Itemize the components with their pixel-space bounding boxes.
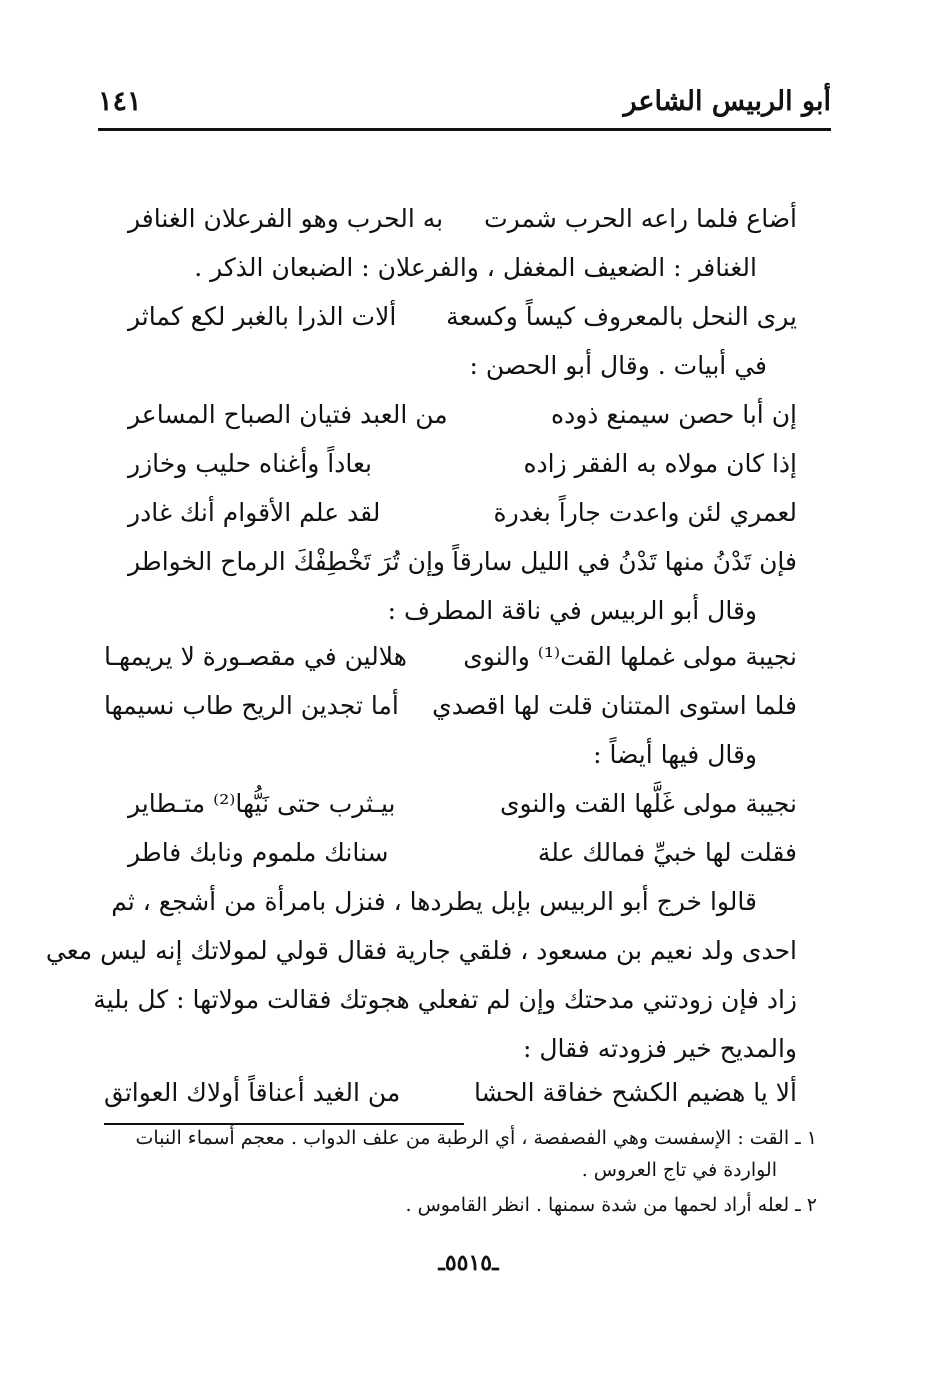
footnote-1: ١ ـ القت : الإسفست وهي الفصفصة ، أي الرطبة من علف الدواب . معجم أسماء النبات	[135, 1127, 817, 1149]
gloss-text: الغنافر : الضعيف المغفل ، والفرعلان : الضبعان الذكر .	[194, 253, 757, 282]
intro-text: وقال فيها أيضاً :	[593, 740, 757, 769]
verse-second-hemistich: وإن تُرَ تَخْطِفْكَ الرماح الخواطر	[128, 547, 445, 576]
verse-line	[104, 636, 797, 684]
verse-line	[128, 198, 797, 246]
verse-first-hemistich: لعمري لئن واعدت جاراً بغدرة	[493, 498, 797, 527]
verse-second-hemistich: من الغيد أعناقاً أولاك العواتق	[104, 1078, 401, 1107]
verse-first-hemistich: فلما استوى المتنان قلت لها اقصدي	[432, 691, 797, 720]
verse-first-hemistich: فإن تَدْنُ منها تَدْنُ في الليل سارقاً	[452, 547, 797, 576]
prose-line	[100, 881, 757, 929]
intro-line	[100, 590, 757, 638]
verse-line	[128, 832, 797, 880]
intro-line	[100, 345, 767, 393]
verse-second-hemistich: من العبد فتيان الصباح المساعر	[128, 400, 448, 429]
prose-line	[100, 1028, 797, 1076]
prose-line	[93, 979, 797, 1027]
folio-number: ـ٥٥١٥ـ	[438, 1250, 499, 1276]
verse-first-hemistich: نجيبة مولى غملها القت⁽¹⁾ والنوى	[463, 642, 797, 671]
verse-second-hemistich: لقد علم الأقوام أنك غادر	[128, 498, 381, 527]
verse-line	[128, 783, 797, 831]
verse-second-hemistich: هلالين في مقصـورة لا يريمهـا	[104, 642, 407, 671]
verse-line	[128, 541, 797, 589]
verse-line	[128, 394, 797, 442]
footnote-1-continuation: الواردة في تاج العروس .	[581, 1159, 777, 1181]
verse-second-hemistich: ألات الذرا بالغبر لكع كماثر	[128, 302, 397, 331]
header-title: أبو الربيس الشاعر	[623, 86, 831, 117]
verse-first-hemistich: نجيبة مولى غَلَّها القت والنوى	[499, 789, 797, 818]
verse-first-hemistich: ألا يا هضيم الكشح خفاقة الحشا	[473, 1078, 797, 1107]
verse-first-hemistich: فقلت لها خبيِّ فمالك علة	[537, 838, 797, 867]
prose-text: احدى ولد نعيم بن مسعود ، فلقي جارية فقال قولي لمولاتك إنه ليس معي	[45, 936, 797, 965]
verse-line	[104, 1072, 797, 1120]
intro-text: في أبيات . وقال أبو الحصن :	[469, 351, 767, 380]
verse-second-hemistich: بعاداً وأغناه حليب وخازر	[128, 449, 373, 478]
verse-line	[128, 443, 797, 491]
page-number: ١٤١	[98, 86, 142, 117]
verse-first-hemistich: يرى النحل بالمعروف كيساً وكسعة	[446, 302, 797, 331]
footnote-2: ٢ ـ لعله أراد لحمها من شدة سمنها . انظر القاموس .	[405, 1194, 817, 1216]
verse-line	[128, 492, 797, 540]
verse-line	[128, 296, 797, 344]
running-header	[98, 84, 831, 131]
verse-second-hemistich: به الحرب وهو الفرعلان الغنافر	[128, 204, 444, 233]
prose-text: قالوا خرج أبو الربيس بإبل يطردها ، فنزل بامرأة من أشجع ، ثم	[111, 887, 757, 916]
prose-text: زاد فإن زودتني مدحتك وإن لم تفعلي هجوتك فقالت مولاتها : كل بلية	[93, 985, 797, 1014]
verse-first-hemistich: إن أبا حصن سيمنع ذوده	[550, 400, 797, 429]
intro-text: وقال أبو الربيس في ناقة المطرف :	[387, 596, 757, 625]
prose-line	[45, 930, 797, 978]
verse-second-hemistich: سنانك ملموم ونابك فاطر	[128, 838, 389, 867]
verse-first-hemistich: إذا كان مولاه به الفقر زاده	[523, 449, 797, 478]
verse-line	[104, 685, 797, 733]
intro-line	[100, 734, 757, 782]
verse-first-hemistich: أضاع فلما راعه الحرب شمرت	[484, 204, 797, 233]
gloss-line	[100, 247, 757, 295]
verse-second-hemistich: أما تجدين الريح طاب نسيمها	[104, 691, 399, 720]
footnote-separator	[104, 1123, 464, 1125]
prose-text: والمديح خير فزودته فقال :	[523, 1034, 797, 1063]
verse-second-hemistich: بيـثرب حتى نَيُّها⁽²⁾ متـطاير	[128, 789, 396, 818]
